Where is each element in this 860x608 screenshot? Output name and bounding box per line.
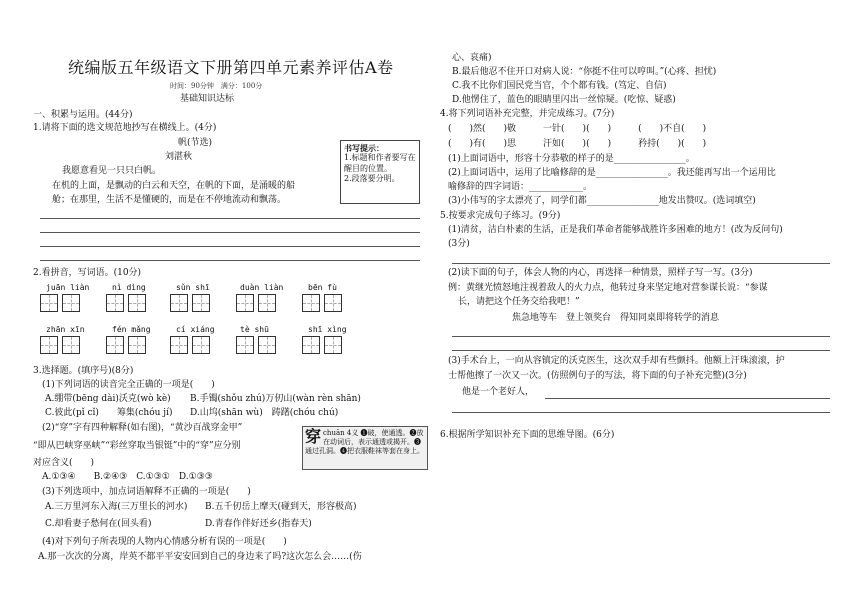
answer-line[interactable] [40,260,420,261]
tip-item: 1.标题和作者要写在醒目的位置。 [344,153,416,173]
poem-title: 帆(节选) [178,138,213,148]
pinyin-label: zhān xīn [46,325,85,334]
option: B.手镯(shǒu zhú)万仞山(wàn rèn shān) [190,394,361,404]
char-grid[interactable] [236,294,276,312]
option: A.那一次次的分离，岸英不都平平安安回到自己的身边来了吗?这次怎么会……(伤 [38,552,362,562]
char-grid[interactable] [302,336,342,354]
pinyin-label: cí xiáng [176,325,215,334]
char-grid[interactable] [106,336,146,354]
pinyin-label: tè shū [240,325,269,334]
poem-line: 我愿意看见一只只白帆。 [62,166,162,176]
sub-question: 对应含义( ) [33,458,95,468]
answer-line[interactable] [40,246,420,247]
tip-title: 书写提示： [344,143,384,153]
option: D.他愣住了，蓝色的眼睛里闪出一丝惊疑。(吃惊、疑惑) [452,95,676,105]
poem-line: 在机的上面，是飘动的白云和天空，在帆的下面，是涌暖的船 [52,181,296,191]
page-title: 统编版五年级语文下册第四单元素养评估A卷 [68,58,394,77]
char-grid[interactable] [40,336,80,354]
option-row: A.①③④ B.②④③ C.①③① D.①③③ [42,472,213,482]
pinyin-label: bēn fù [308,283,337,292]
sub-question: 士帮他擦了一次又一次。(仿照例句子的写法，将下面的句子补充完整)(3分) [448,371,747,381]
sub-question: 喻修辞的四字词语：____________。 [448,182,593,192]
answer-line[interactable] [452,350,830,351]
question-3: 3.选择题。(填序号)(8分) [33,366,134,376]
option: A.三万里河东入海(三万里长的河水) [45,502,188,512]
tip-item: 2.段落要分明。 [344,174,400,184]
pinyin-label: duàn liàn [240,283,284,292]
answer-line[interactable] [452,263,830,264]
question-1: 1.请将下面的选文规范地抄写在横线上。(4分) [33,123,217,133]
char-grid[interactable] [40,294,80,312]
question-6: 6.根据所学知识补充下面的思维导图。(6分) [440,430,615,440]
sub-question: (2)读下面的句子，体会人物的内心，再选择一种情景，照样子写一写。(3分) [448,268,753,278]
option: B.五千仞岳上摩天(碰到天，形容极高) [205,502,357,512]
sub-question: (1)上面词语中，形容十分恭敬的样子的是________________。 [448,154,695,164]
dict-text: chuān 4义 ❶破，使通透。❷放在动词后，表示通透或揭开。❸通过孔洞。❹把衣服鞋袜等套在身上。 [305,429,424,455]
option-continued: 心、哀痛) [452,53,492,63]
poem-author: 刘湛秋 [165,152,193,162]
word-row[interactable]: ( )有( )思 汗如( )( ) 矜持( )( ) [448,139,707,149]
answer-line[interactable] [40,218,420,219]
example-text: 例：黄继光愤怒地注视着敌人的火力点，他转过身来坚定地对营参谋长说：“参谋 [448,283,768,293]
question-2: 2.看拼音，写词语。(10分) [33,268,142,278]
question-5: 5.按要求完成句子练习。(9分) [440,211,561,221]
option: D.青春作伴好还乡(指春天) [205,519,312,529]
char-grid[interactable] [106,294,146,312]
section-subtitle: 基础知识达标 [180,94,235,104]
dictionary-box [302,426,428,470]
answer-line[interactable] [452,412,830,413]
question-4: 4.将下列词语补充完整，并完成练习。(7分) [440,109,615,119]
char-grid[interactable] [170,294,210,312]
word-row[interactable]: ( )然( )敬 一针( )( ) ( )不自( ) [448,124,707,134]
poem-line: 舱；在那里，生活不是懂硬的，而是在不停地流动和飘荡。 [52,195,287,205]
answer-line[interactable] [545,398,830,399]
sub-question: (2)“穿”字有四种解释(如右图)，“黄沙百战穿金甲” [42,423,243,433]
char-grid[interactable] [170,336,210,354]
sub-question: “即从巴峡穿巫峡”“彩丝穿取当银铤”中的“穿”应分别 [33,441,241,451]
sub-question: (3)手术台上，一向从容镇定的沃克医生，这次双手却有些颤抖。他额上汗珠滚滚，护 [448,356,785,366]
sub-question: (1)清贫，洁白朴素的生活，正是我们革命者能够战胜许多困难的地方！(改为反问句) [448,225,783,235]
char-grid[interactable] [236,336,276,354]
sub-question: (3)下列选项中，加点词语解释不正确的一项是( ) [42,487,251,497]
answer-line[interactable] [452,336,830,337]
exam-meta: 时间：90分钟 满分：100分 [170,82,263,90]
sub-question: (3分) [448,239,470,249]
sub-question: (3)小伟写的字太漂亮了，同学们都________________地发出赞叹。(选词填空) [448,196,756,206]
option: C.我不比你们国民党当官，个个都有钱。(笃定、自信) [452,81,667,91]
option: C.却看妻子愁何在(回头看) [45,519,152,529]
pinyin-label: shī xìng [308,325,347,334]
sub-question: (2)上面词语中，运用了比喻修辞的是________________。我还能再写出一个运用比 [448,168,776,178]
pinyin-label: nì dìng [112,283,146,292]
option: B.最后他忍不住开口对病人说：“你挺不住可以哼叫。”(心疼、担忧) [452,67,717,77]
pinyin-label: sǔn shī [176,283,210,292]
pinyin-label: fén mǎng [112,325,151,334]
writing-tip-box [340,140,420,204]
section-heading: 一、积累与运用。(44分) [33,110,133,120]
char-grid[interactable] [302,294,342,312]
sentence-start: 他是一个老好人， [462,387,535,397]
pinyin-label: juān liàn [46,283,90,292]
dict-char: 穿 [305,427,322,446]
option: D.山坞(shān wù) 踌躇(chóu chú) [190,408,339,418]
example-text: 长，请把这个任务交给我吧！” [458,297,580,307]
option: A.绷带(bēng dài)沃克(wò kè) [45,394,171,404]
answer-line[interactable] [40,232,420,233]
sub-question: (4)对下列句子所表现的人物内心情感分析有误的一项是( ) [42,537,287,547]
sub-question: (1)下列词语的读音完全正确的一项是( ) [42,380,215,390]
scenario-options: 焦急地等车 登上领奖台 得知同桌即将转学的消息 [512,313,720,323]
option: C.彼此(pǐ cǐ) 筹集(chóu jí) [45,408,173,418]
